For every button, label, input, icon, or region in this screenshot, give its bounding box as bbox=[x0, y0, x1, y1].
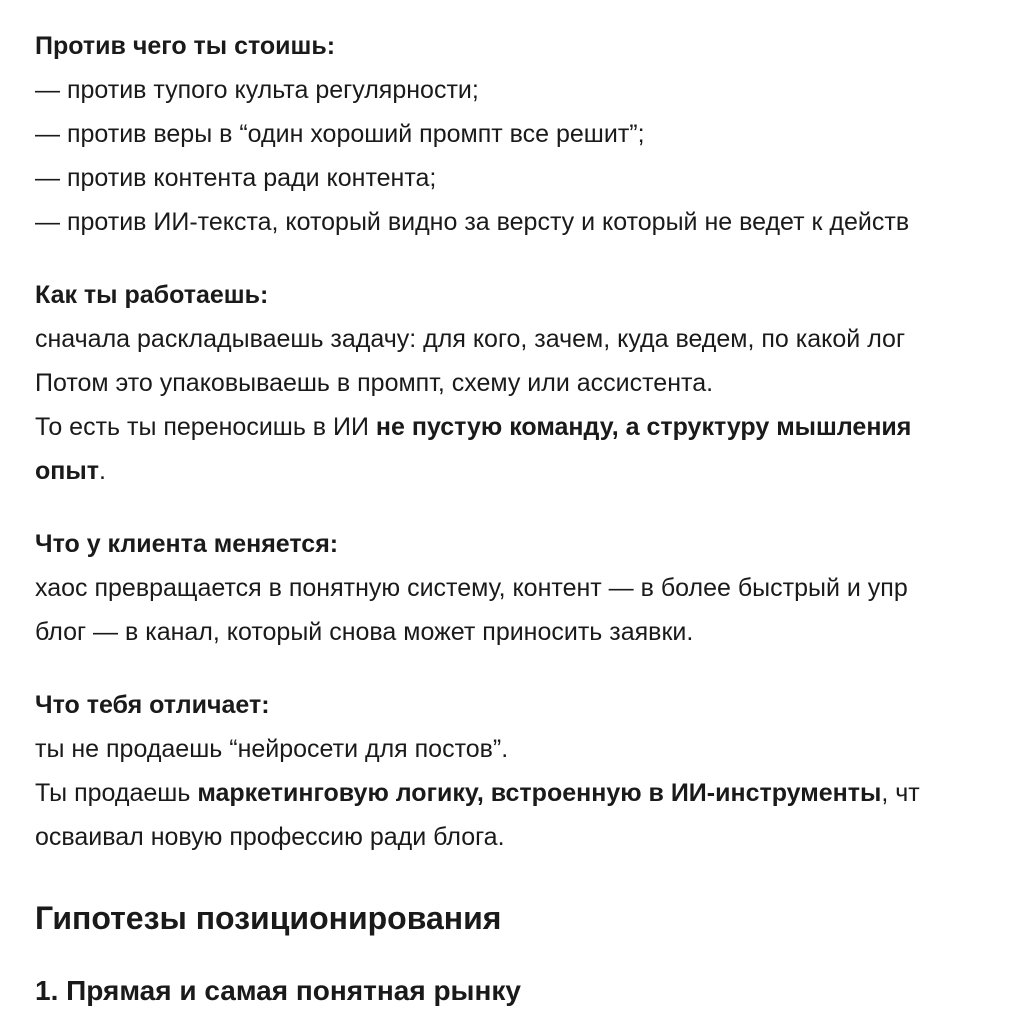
section-title-distinct: Что тебя отличает: bbox=[35, 691, 270, 719]
against-item-2: — против веры в “один хороший промпт все решит”; bbox=[35, 120, 645, 148]
how-line-2: Потом это упаковываешь в промпт, схему или ассистента. bbox=[35, 369, 714, 397]
document-body bbox=[35, 24, 1023, 1013]
section-how bbox=[35, 273, 1023, 493]
distinct-line-2 bbox=[35, 771, 1023, 815]
how-line-4-text: . bbox=[98, 457, 106, 485]
distinct-line-2-text: Ты продаешь bbox=[35, 779, 198, 807]
section-title-changes: Что у клиента меняется: bbox=[35, 530, 339, 558]
distinct-line-3: осваивал новую профессию ради блога. bbox=[35, 823, 505, 851]
heading-positioning-hypotheses: Гипотезы позиционирования bbox=[35, 900, 502, 936]
how-line-3-text: То есть ты переносишь в ИИ bbox=[35, 413, 376, 441]
distinct-line-2-tail: , чт bbox=[881, 779, 920, 807]
how-line-4 bbox=[35, 449, 1023, 493]
changes-line-2: блог — в канал, который снова может приносить заявки. bbox=[35, 618, 694, 646]
section-against bbox=[35, 24, 1023, 244]
section-distinct bbox=[35, 683, 1023, 859]
against-item-1: — против тупого культа регулярности; bbox=[35, 76, 479, 104]
changes-line-1: хаос превращается в понятную систему, контент — в более быстрый и упр bbox=[35, 574, 908, 602]
section-title-how: Как ты работаешь: bbox=[35, 281, 269, 309]
section-changes bbox=[35, 522, 1023, 654]
against-item-3: — против контента ради контента; bbox=[35, 164, 437, 192]
distinct-line-2-bold: маркетинговую логику, встроенную в ИИ-инструменты bbox=[197, 779, 882, 807]
section-title-against: Против чего ты стоишь: bbox=[35, 32, 336, 60]
subheading-hypothesis-1: 1. Прямая и самая понятная рынку bbox=[35, 975, 521, 1006]
how-line-3 bbox=[35, 405, 1023, 449]
distinct-line-1: ты не продаешь “нейросети для постов”. bbox=[35, 735, 509, 763]
how-line-3-bold: не пустую команду, а структуру мышления bbox=[375, 413, 912, 441]
how-line-4-bold: опыт bbox=[35, 457, 99, 485]
against-item-4: — против ИИ-текста, который видно за версту и который не ведет к действ bbox=[35, 208, 910, 236]
how-line-1: сначала раскладываешь задачу: для кого, зачем, куда ведем, по какой лог bbox=[35, 325, 906, 353]
